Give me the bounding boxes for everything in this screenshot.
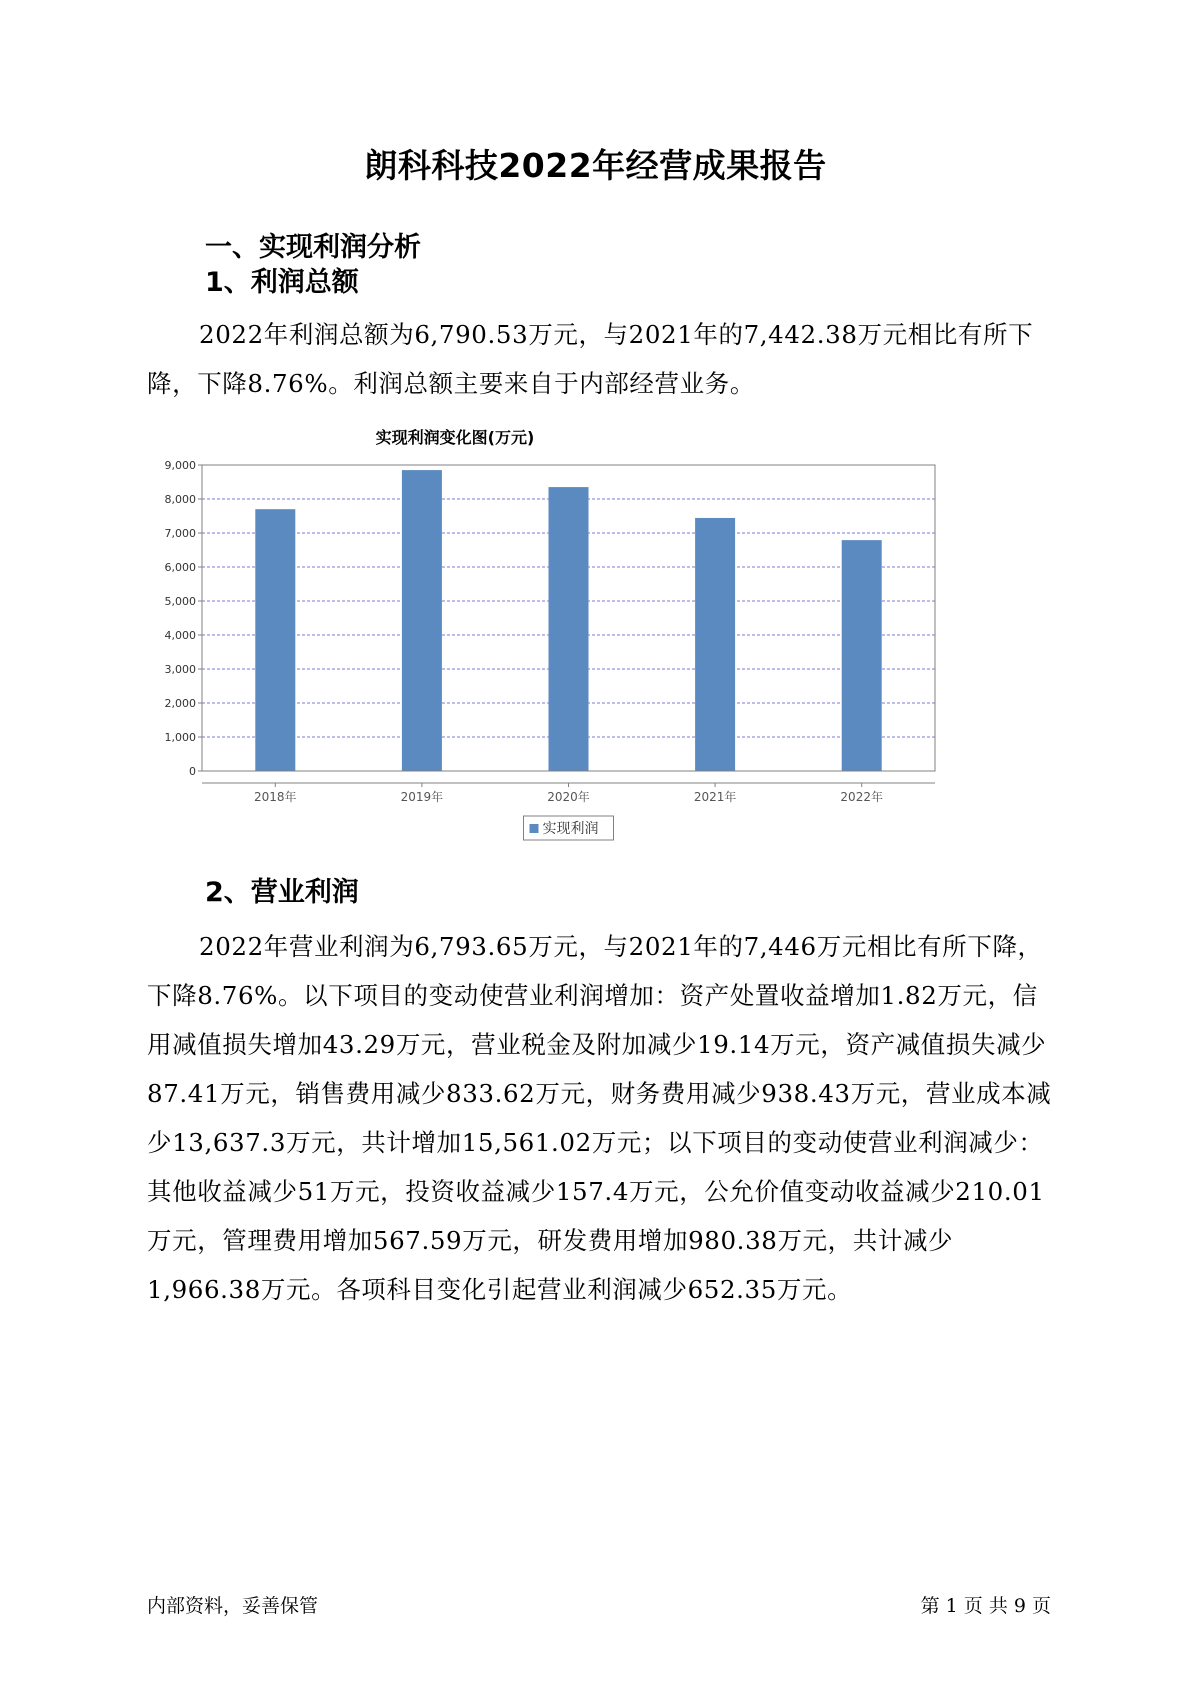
bar-2019年 [402,470,442,771]
x-tick-label: 2020年 [547,790,590,804]
bar-2018年 [255,509,295,771]
bar-2020年 [549,487,589,771]
chart-y-ticks [165,459,203,778]
chart-title: 实现利润变化图(万元) [375,428,535,447]
y-tick-label: 3,000 [164,663,196,676]
x-tick-label: 2022年 [840,790,883,804]
subsection-heading-operating-profit: 2、营业利润 [205,877,359,908]
bar-2021年 [695,518,735,771]
document-title: 朗科科技2022年经营成果报告 [364,146,827,185]
y-tick-label: 6,000 [164,561,196,574]
bar-2022年 [842,540,882,771]
y-tick-label: 1,000 [164,731,196,744]
y-tick-label: 8,000 [164,493,196,506]
chart-x-ticks [202,783,935,804]
legend-swatch [530,824,539,833]
footer-page-number: 第 1 页 共 9 页 [920,1595,1051,1617]
y-tick-label: 5,000 [164,595,196,608]
y-tick-label: 7,000 [164,527,196,540]
legend-label: 实现利润 [542,821,599,837]
chart-bars [255,470,881,771]
footer-confidential-note: 内部资料，妥善保管 [147,1595,319,1617]
paragraph-operating-profit: 2022年营业利润为6,793.65万元，与2021年的7,446万元相比有所下降，下降8.76%。以下项目的变动使营业利润增加：资产处置收益增加1.82万元，信用减值损失增加43.29万元，营业税金及附加减少19.14万元，资产减值损失减少87.41万元，销售费用减少833.62万元，财务费用减少938.43万元，营业成本减少13,637.3万元，共计增加15,561.02万元；以下项目的变动使营业利润减少：其他收益减少51万元，投资收益减少157.4万元，公允价值变动收益减少210.01万元，管理费用增加567.59万元，研发费用增加980.38万元，共计减少1,966.38万元。各项科目变化引起营业利润减少652.35万元。 [147,932,1052,1304]
y-tick-label: 0 [189,765,196,778]
profit-bar-chart [160,428,1030,905]
x-tick-label: 2019年 [400,790,444,804]
y-tick-label: 4,000 [164,629,196,642]
x-tick-label: 2021年 [693,790,737,804]
section-heading-profit-analysis: 一、实现利润分析 [205,232,421,263]
y-tick-label: 2,000 [164,697,196,710]
chart-svg [160,428,1030,905]
subsection-heading-total-profit: 1、利润总额 [205,267,359,298]
y-tick-label: 9,000 [164,459,196,472]
x-tick-label: 2018年 [254,790,297,804]
paragraph-total-profit: 2022年利润总额为6,790.53万元，与2021年的7,442.38万元相比有所下降，下降8.76%。利润总额主要来自于内部经营业务。 [147,320,1034,398]
chart-legend [524,816,614,840]
